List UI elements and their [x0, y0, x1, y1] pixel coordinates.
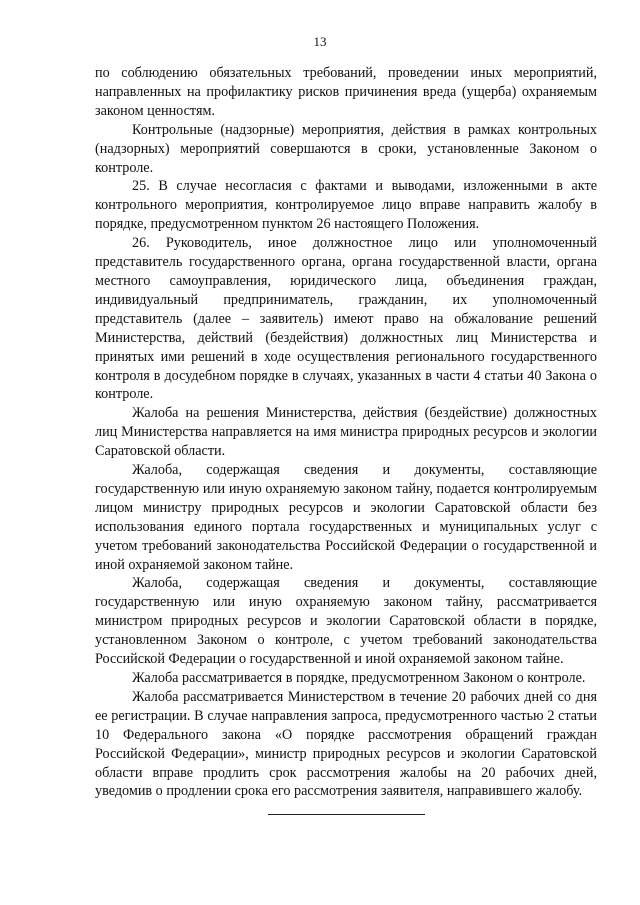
page-number: 13 [313, 34, 327, 49]
paragraph-control-measures-timing: Контрольные (надзорные) мероприятия, действия в рамках контрольных (надзорных) мероприятий совершаются в сроки, установленные Законом о контроле. [95, 121, 597, 176]
paragraph-secret-complaint-submission: Жалоба, содержащая сведения и документы, составляющие государственную или иную охраняемую законом тайну, подается контролируемым лицом министру природных ресурсов и экологии Саратовской области без использования единого портала государственных и муниципальных услуг с учетом требований законодательства Российской Федерации о государственной и иной охраняемой законом тайне. [95, 462, 597, 573]
paragraph-complaint-procedure: Жалоба рассматривается в порядке, предусмотренном Законом о контроле. [132, 670, 586, 686]
closing-rule-divider [268, 814, 425, 815]
paragraph-secret-complaint-review: Жалоба, содержащая сведения и документы, составляющие государственную или иную охраняемую законом тайну, рассматривается министром природных ресурсов и экологии Саратовской области в порядке, установленном Законом о контроле, с учетом требований законодательства Российской Федерации о государственной и иной охраняемой законом тайне. [95, 575, 597, 668]
document-body [95, 64, 597, 801]
paragraph-complaint-review-term: Жалоба рассматривается Министерством в течение 20 рабочих дней со дня ее регистрации. В случае направления запроса, предусмотренного частью 2 статьи 10 Федерального закона «О порядке рассмотрения обращений граждан Российской Федерации», министр природных ресурсов и экологии Саратовской области вправе продлить срок рассмотрения жалобы на 20 рабочих дней, уведомив о продлении срока его рассмотрения заявителя, направившего жалобу. [95, 688, 597, 800]
paragraph-clause-26: 26. Руководитель, иное должностное лицо или уполномоченный представитель государственного органа, органа государственной власти, органа местного самоуправления, юридического лица, объединения граждан, индивидуальный предприниматель, гражданин, их уполномоченный представитель (далее – заявитель) имеют право на обжалование решений Министерства, действий (бездействия) должностных лиц Министерства и принятых ими решений в ходе осуществления регионального государственного контроля в досудебном порядке в случаях, указанных в части 4 статьи 40 Закона о контроле. [95, 235, 597, 403]
paragraph-clause-25: 25. В случае несогласия с фактами и выводами, изложенными в акте контрольного мероприятия, контролируемое лицо вправе направить жалобу в порядке, предусмотренном пунктом 26 настоящего Положения. [95, 178, 597, 233]
paragraph-complaint-addressee: Жалоба на решения Министерства, действия (бездействие) должностных лиц Министерства направляется на имя министра природных ресурсов и экологии Саратовской области. [95, 405, 597, 460]
paragraph-continuation: по соблюдению обязательных требований, проведении иных мероприятий, направленных на профилактику рисков причинения вреда (ущерба) охраняемым законом ценностям. [95, 65, 597, 119]
